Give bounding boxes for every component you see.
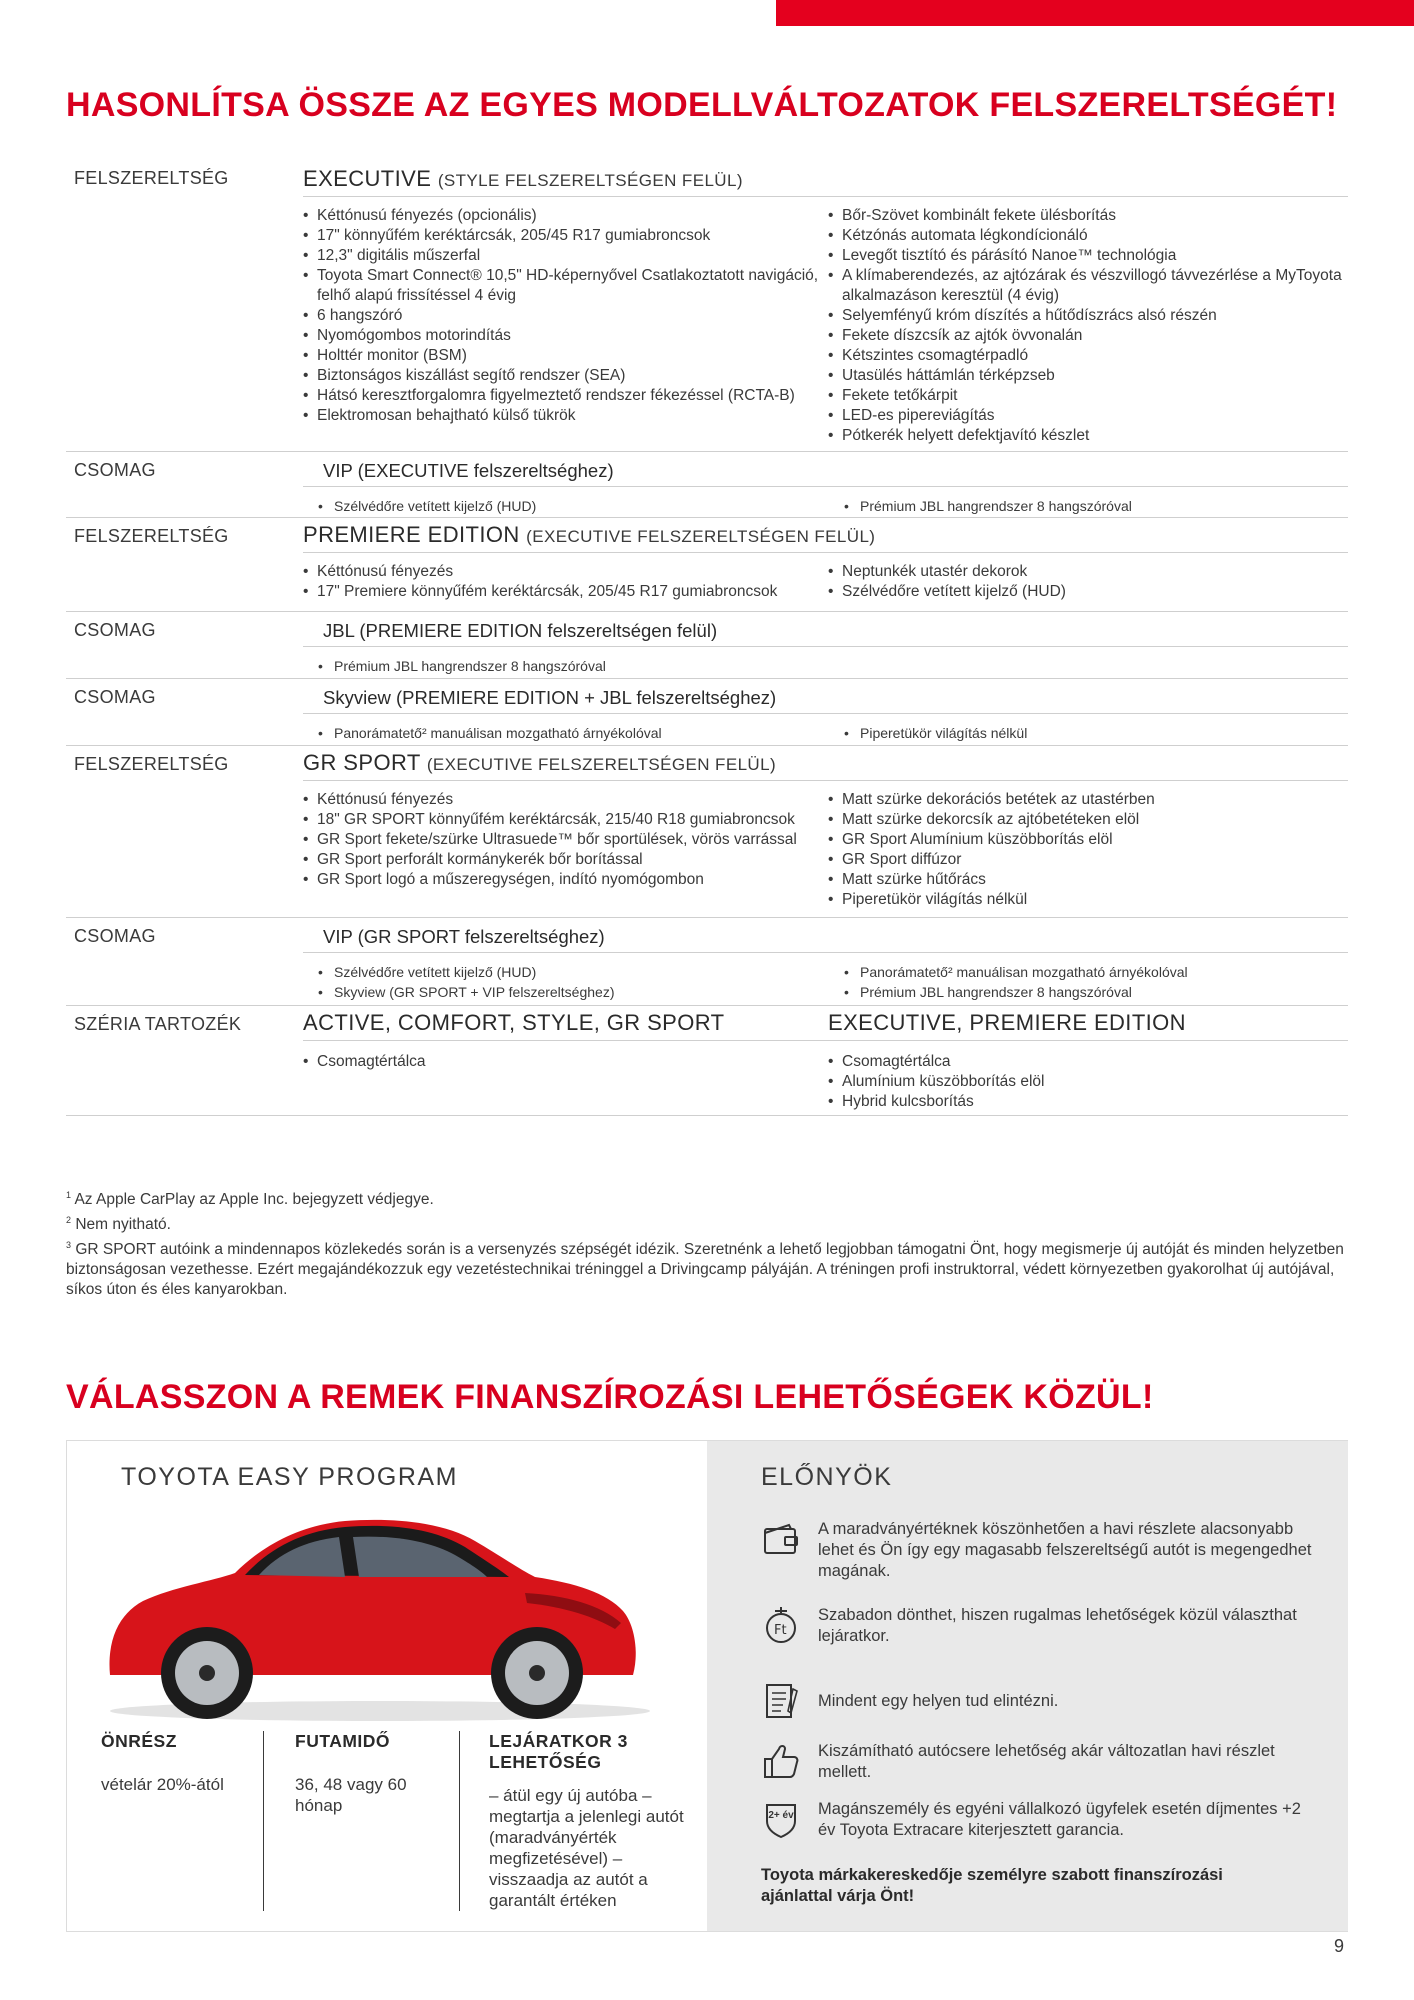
- feature-item: • Levegőt tisztító és párásító Nanoe™ technológia: [828, 246, 1348, 266]
- trim-group-left: ACTIVE, COMFORT, STYLE, GR SPORT: [303, 1010, 725, 1035]
- page-number: 9: [1334, 1936, 1345, 1956]
- column-divider: [263, 1731, 264, 1911]
- feature-item: • Szélvédőre vetített kijelző (HUD): [828, 582, 1348, 602]
- feature-list-right: [828, 790, 1348, 910]
- row-label: FELSZERELTSÉG: [74, 526, 229, 546]
- page-title: HASONLÍTSA ÖSSZE AZ EGYES MODELLVÁLTOZATOK FELSZERELTSÉGÉT!: [66, 86, 1338, 124]
- feature-item: • Nyomógombos motorindítás: [303, 326, 823, 346]
- document-icon: [761, 1681, 801, 1721]
- column-maturity-options: [489, 1731, 689, 1911]
- package-title: VIP (GR SPORT felszereltséghez): [323, 926, 605, 947]
- row-label: FELSZERELTSÉG: [74, 168, 229, 188]
- package-title: VIP (EXECUTIVE felszereltséghez): [323, 460, 614, 481]
- benefits-panel: [707, 1441, 1348, 1931]
- feature-item: • Kéttónusú fényezés: [303, 790, 823, 810]
- feature-item: • Prémium JBL hangrendszer 8 hangszóróval: [844, 982, 1344, 1002]
- footnote-mark: 1: [66, 1190, 72, 1200]
- feature-item: • GR Sport Alumínium küszöbborítás elöl: [828, 830, 1348, 850]
- trim-subtitle: (EXECUTIVE FELSZERELTSÉGEN FELÜL): [426, 755, 777, 774]
- feature-item: • Piperetükör világítás nélkül: [844, 723, 1344, 743]
- finance-note: Toyota márkakereskedője személyre szabott finanszírozási ajánlattal várja Önt!: [761, 1866, 1223, 1905]
- feature-list-right: [844, 723, 1344, 743]
- column-divider: [459, 1731, 460, 1911]
- feature-item: • GR Sport diffúzor: [828, 850, 1348, 870]
- thumbs-up-icon: [761, 1741, 801, 1781]
- benefits-title: ELŐNYÖK: [761, 1463, 893, 1491]
- feature-item: • Pótkerék helyett defektjavító készlet: [828, 426, 1348, 446]
- easy-program-panel: [67, 1441, 707, 1931]
- row-label: CSOMAG: [74, 926, 156, 946]
- feature-item: • 6 hangszóró: [303, 306, 823, 326]
- benefit-text: A maradványértéknek köszönhetően a havi részlete alacsonyabb lehet és Ön így egy magasabb felszereltségű autót is megengedhet magának.: [818, 1520, 1312, 1580]
- feature-item: • Matt szürke hűtőrács: [828, 870, 1348, 890]
- feature-item: • Matt szürke dekorációs betétek az utastérben: [828, 790, 1348, 810]
- row-premiere-edition: [66, 518, 1348, 612]
- feature-item: • Bőr-Szövet kombinált fekete ülésborítás: [828, 206, 1348, 226]
- feature-item: • Neptunkék utastér dekorok: [828, 562, 1348, 582]
- hub-rear: [199, 1665, 215, 1681]
- feature-list-right: [844, 962, 1344, 1002]
- feature-item: • 18" GR SPORT könnyűfém keréktárcsák, 215/40 R18 gumiabroncsok: [303, 810, 823, 830]
- feature-item: • Selyemfényű króm díszítés a hűtődíszrács alsó részén: [828, 306, 1348, 326]
- feature-item: • Biztonságos kiszállást segítő rendszer (SEA): [303, 366, 823, 386]
- row-label: CSOMAG: [74, 460, 156, 480]
- feature-item: • Holttér monitor (BSM): [303, 346, 823, 366]
- svg-text:Ft: Ft: [774, 1623, 787, 1638]
- feature-item: • Skyview (GR SPORT + VIP felszereltséghez): [318, 982, 818, 1002]
- feature-item: • A klímaberendezés, az ajtózárak és vészvillogó távvezérlése a MyToyota alkalmazáson keresztül (4 évig): [828, 266, 1348, 306]
- feature-list-left: [318, 962, 818, 1002]
- row-package-jbl: [66, 612, 1348, 679]
- feature-item: • 17" Premiere könnyűfém keréktárcsák, 205/45 R17 gumiabroncsok: [303, 582, 823, 602]
- footnote-text: Nem nyitható.: [75, 1216, 171, 1234]
- footnote-mark: 3: [66, 1240, 72, 1251]
- feature-item: • Hátsó keresztforgalomra figyelmeztető rendszer fékezéssel (RCTA-B): [303, 386, 823, 406]
- program-title: TOYOTA EASY PROGRAM: [121, 1463, 458, 1491]
- feature-item: • Panorámatető² manuálisan mozgatható árnyékolóval: [844, 962, 1344, 982]
- row-header: [303, 746, 1348, 781]
- wallet-icon: [761, 1519, 801, 1559]
- row-gr-sport: [66, 746, 1348, 918]
- row-header: [303, 679, 1348, 714]
- feature-item: • Kéttónusú fényezés (opcionális): [303, 206, 823, 226]
- forint-coin-icon: [761, 1605, 801, 1645]
- feature-item: • Fekete tetőkárpit: [828, 386, 1348, 406]
- footnote-text: GR SPORT autóink a mindennapos közlekedés során is a versenyzés szépségét idézik. Szeretnénk a lehető legjobban támogatni Önt, hogy megismerje új autóját és minden helyzetben biztonságosan vezethesse. Ezért megajándékozzuk egy vezetéstechnikai tréninggel a Drivingcamp pályáján. A tréningen profi instruktorral, védett környezetben gyakorolhat új autójával, síkos úton és éles kanyarokban.: [66, 1241, 1344, 1299]
- row-header: [303, 1006, 1348, 1041]
- feature-list-left: [303, 790, 823, 890]
- footnote-3: [66, 1235, 1348, 1300]
- feature-item: • GR Sport logó a műszeregységen, indító nyomógombon: [303, 870, 823, 890]
- feature-item: • Matt szürke dekorcsík az ajtóbetéteken elöl: [828, 810, 1348, 830]
- benefit-text: Mindent egy helyen tud elintézni.: [818, 1692, 1059, 1710]
- row-executive: [66, 162, 1348, 452]
- feature-item: • Hybrid kulcsborítás: [828, 1092, 1348, 1112]
- row-package-vip: [66, 452, 1348, 518]
- column-value: vételár 20%-ától: [101, 1775, 224, 1794]
- column-head: ÖNRÉSZ: [101, 1731, 177, 1751]
- feature-item: • GR Sport fekete/szürke Ultrasuede™ bőr sportülések, vörös varrással: [303, 830, 823, 850]
- column-down-payment: [101, 1731, 251, 1795]
- footnote-1: [66, 1185, 1348, 1210]
- car-image: [95, 1503, 665, 1725]
- feature-list-left: [318, 723, 818, 743]
- feature-item: • Kétszintes csomagtérpadló: [828, 346, 1348, 366]
- trim-title: [303, 522, 875, 548]
- hub-front: [529, 1665, 545, 1681]
- feature-item: • Prémium JBL hangrendszer 8 hangszóróval: [844, 496, 1344, 516]
- row-standard-accessory: [66, 1006, 1348, 1116]
- shield-label: 2+ év: [768, 1810, 794, 1821]
- footnotes: [66, 1185, 1348, 1300]
- trim-name: EXECUTIVE: [303, 166, 432, 191]
- benefit-text: Szabadon dönthet, hiszen rugalmas lehetőségek közül választhat lejáratkor.: [818, 1606, 1297, 1645]
- feature-item: • Szélvédőre vetített kijelző (HUD): [318, 962, 818, 982]
- row-package-vip-gr: [66, 918, 1348, 1006]
- finance-box: [66, 1440, 1348, 1932]
- feature-item: • Kétzónás automata légkondícionáló: [828, 226, 1348, 246]
- benefit-item: [761, 1605, 1321, 1655]
- row-header: [303, 452, 1348, 487]
- feature-list-left: [303, 562, 823, 602]
- feature-item: • Kéttónusú fényezés: [303, 562, 823, 582]
- feature-item: • 12,3" digitális műszerfal: [303, 246, 823, 266]
- feature-item: • Szélvédőre vetített kijelző (HUD): [318, 496, 818, 516]
- row-header: [303, 612, 1348, 647]
- benefit-item: [761, 1519, 1321, 1589]
- benefit-text: Kiszámítható autócsere lehetőség akár változatlan havi részlet mellett.: [818, 1742, 1275, 1781]
- column-head: FUTAMIDŐ: [295, 1731, 391, 1751]
- trim-name: PREMIERE EDITION: [303, 522, 520, 547]
- row-header: [303, 518, 1348, 553]
- benefit-item: [761, 1681, 1321, 1725]
- package-title: JBL (PREMIERE EDITION felszereltségen felül): [323, 620, 718, 641]
- row-label: SZÉRIA TARTOZÉK: [74, 1014, 242, 1034]
- column-value: 36, 48 vagy 60 hónap: [295, 1775, 407, 1815]
- feature-list-right: [828, 206, 1348, 446]
- feature-item: • LED-es pipereviágítás: [828, 406, 1348, 426]
- feature-item: • 17" könnyűfém keréktárcsák, 205/45 R17 gumiabroncsok: [303, 226, 823, 246]
- trim-group-right: EXECUTIVE, PREMIERE EDITION: [828, 1010, 1186, 1035]
- feature-list-left: [303, 1052, 823, 1072]
- footnote-2: [66, 1210, 1348, 1235]
- feature-item: • Utasülés háttámlán térképzseb: [828, 366, 1348, 386]
- feature-list-right: [828, 562, 1348, 602]
- footnote-text: Az Apple CarPlay az Apple Inc. bejegyzett védjegye.: [74, 1191, 434, 1209]
- benefit-text: Magánszemély és egyéni vállalkozó ügyfelek esetén díjmentes +2 év Toyota Extracare kiterjesztett garancia.: [818, 1800, 1301, 1839]
- feature-list-left: [318, 656, 818, 676]
- footnote-mark: 2: [66, 1215, 72, 1226]
- row-header: [303, 918, 1348, 953]
- feature-item: • Panorámatető² manuálisan mozgatható árnyékolóval: [318, 723, 818, 743]
- row-label: CSOMAG: [74, 687, 156, 707]
- feature-list-right: [844, 496, 1344, 516]
- feature-item: • Csomagtértálca: [303, 1052, 823, 1072]
- feature-list-right: [828, 1052, 1348, 1112]
- benefit-item: [761, 1799, 1321, 1849]
- feature-item: • Elektromosan behajtható külső tükrök: [303, 406, 823, 426]
- equipment-table: [66, 162, 1348, 1116]
- column-head: LEJÁRATKOR 3 LEHETŐSÉG: [489, 1731, 628, 1772]
- feature-item: • GR Sport perforált kormánykerék bőr borítással: [303, 850, 823, 870]
- package-title: Skyview (PREMIERE EDITION + JBL felszereltséghez): [323, 687, 777, 708]
- trim-subtitle: (STYLE FELSZERELTSÉGEN FELÜL): [437, 171, 743, 190]
- row-label: FELSZERELTSÉG: [74, 754, 229, 774]
- benefit-item: [761, 1741, 1321, 1791]
- feature-item: • Fekete díszcsík az ajtók övvonalán: [828, 326, 1348, 346]
- row-label: CSOMAG: [74, 620, 156, 640]
- feature-list-left: [303, 206, 823, 426]
- trim-title: [303, 166, 743, 192]
- feature-item: • Prémium JBL hangrendszer 8 hangszóróval: [318, 656, 818, 676]
- feature-item: • Alumínium küszöbborítás elöl: [828, 1072, 1348, 1092]
- trim-subtitle: (EXECUTIVE FELSZERELTSÉGEN FELÜL): [526, 527, 876, 546]
- feature-list-left: [318, 496, 818, 516]
- feature-item: • Piperetükör világítás nélkül: [828, 890, 1348, 910]
- trim-title: [303, 750, 776, 776]
- finance-heading: VÁLASSZON A REMEK FINANSZÍROZÁSI LEHETŐSÉGEK KÖZÜL!: [66, 1378, 1154, 1416]
- column-term: [295, 1731, 445, 1816]
- feature-item: • Csomagtértálca: [828, 1052, 1348, 1072]
- top-accent-bar: [776, 0, 1414, 26]
- trim-name: GR SPORT: [303, 750, 421, 775]
- row-header: [303, 162, 1348, 197]
- feature-item: • Toyota Smart Connect® 10,5" HD-képernyővel Csatlakoztatott navigáció, felhő alapú frissítéssel 4 évig: [303, 266, 823, 306]
- column-value: – átül egy új autóba – megtartja a jelenlegi autót (maradványérték megfizetésével) – visszaadja az autót a garantált értéken: [489, 1786, 684, 1910]
- row-package-skyview: [66, 679, 1348, 746]
